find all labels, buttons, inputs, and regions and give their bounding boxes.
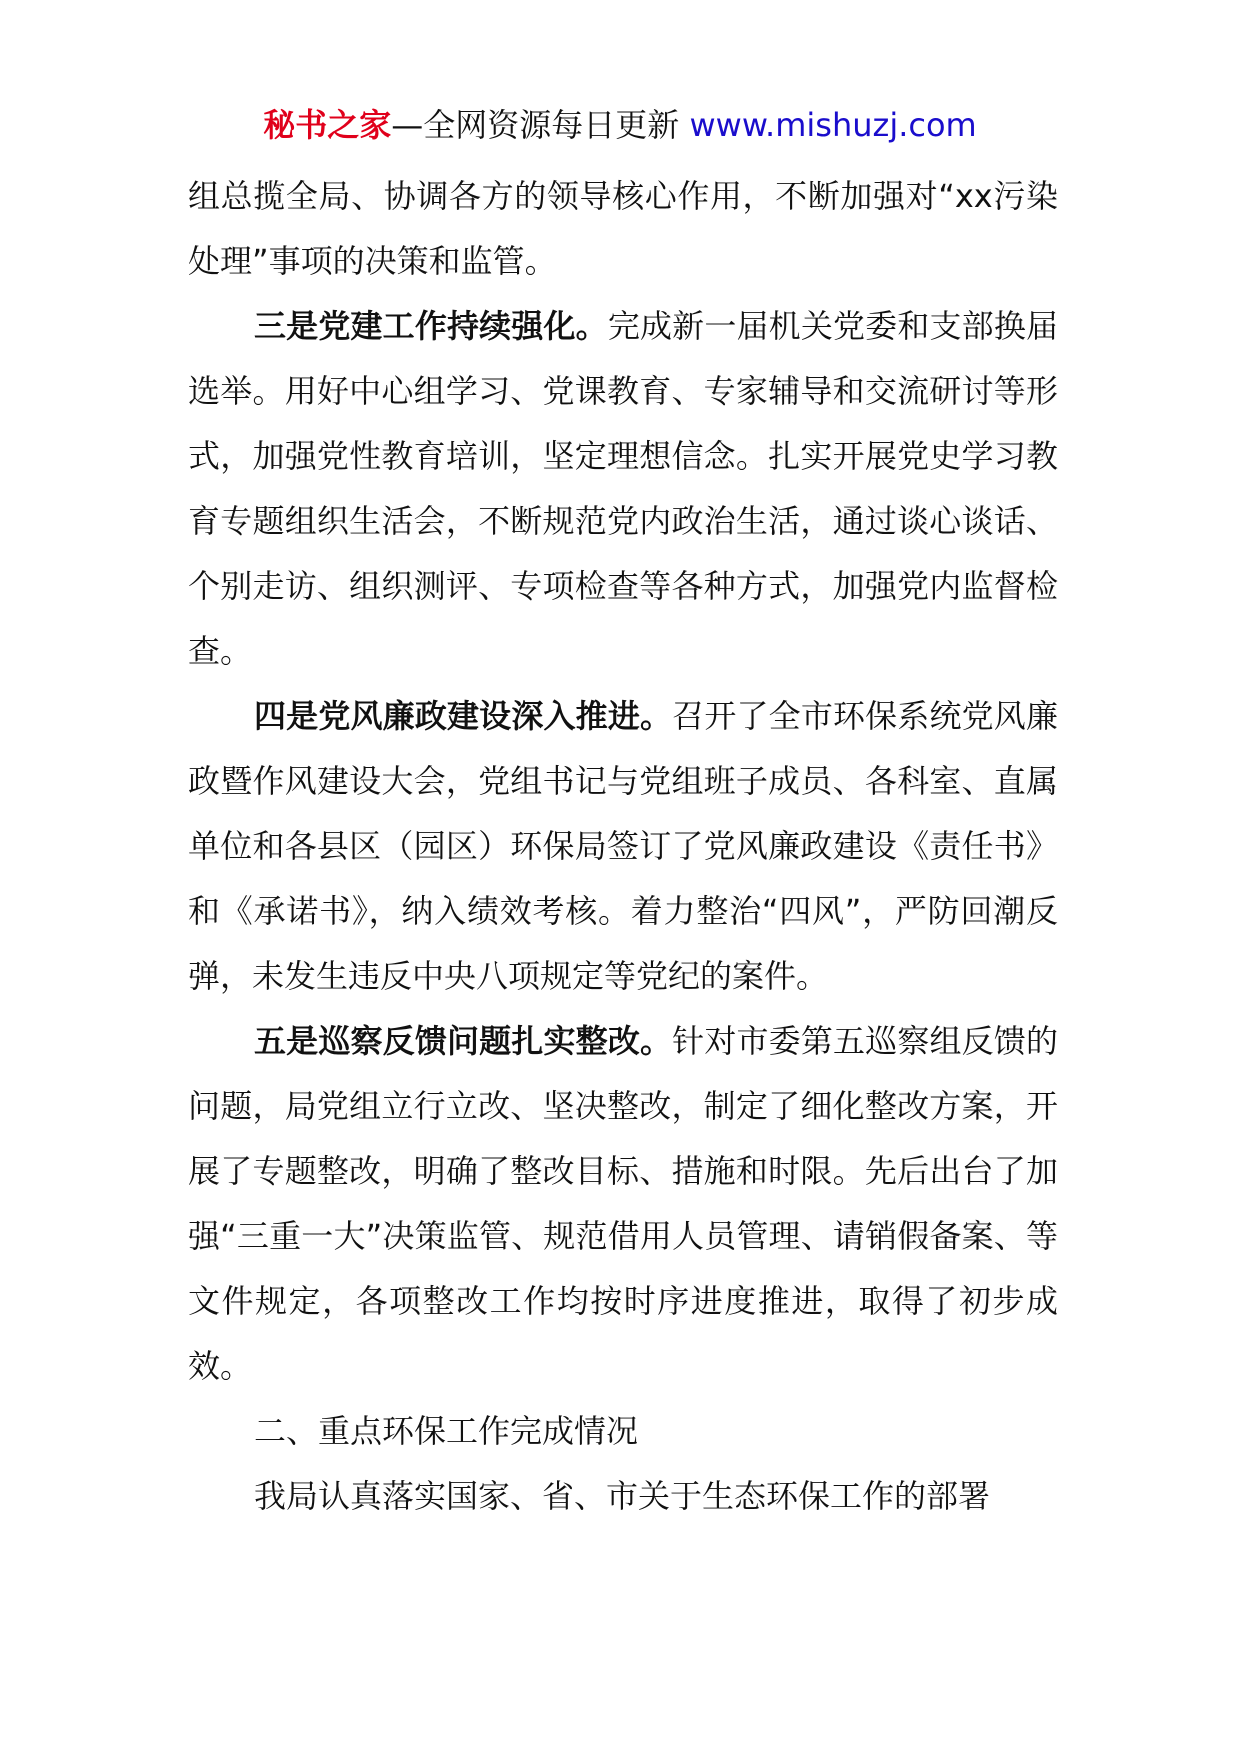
brand-name: 秘书之家 — [263, 106, 392, 144]
paragraph-continuation — [188, 164, 1058, 294]
paragraph-text: 召开了全市环保系统党风廉政暨作风建设大会，党组书记与党组班子成员、各科室、直属单位和各县区（园区）环保局签订了党风廉政建设《责任书》和《承诺书》，纳入绩效考核。着力整治“四风”，严防回潮反弹，未发生违反中央八项规定等党纪的案件。 — [188, 697, 1058, 995]
site-url-link[interactable]: www.mishuzj.com — [689, 106, 977, 144]
paragraph-inspection — [188, 1009, 1058, 1399]
paragraph-text: 组总揽全局、协调各方的领导核心作用，不断加强对“xx污染处理”事项的决策和监管。 — [188, 177, 1058, 280]
section-heading — [188, 1399, 1058, 1464]
paragraph-party-building — [188, 294, 1058, 684]
paragraph-integrity — [188, 684, 1058, 1009]
section-heading-text: 二、重点环保工作完成情况 — [254, 1412, 639, 1450]
paragraph-text: 完成新一届机关党委和支部换届选举。用好中心组学习、党课教育、专家辅导和交流研讨等形式，加强党性教育培训，坚定理想信念。扎实开展党史学习教育专题组织生活会，不断规范党内政治生活，通过谈心谈话、个别走访、组织测评、专项检查等各种方式，加强党内监督检查。 — [188, 307, 1058, 670]
document-body — [188, 164, 1058, 1529]
paragraph-text: 我局认真落实国家、省、市关于生态环保工作的部署 — [254, 1477, 991, 1515]
header-slogan: —全网资源每日更新 — [391, 106, 680, 144]
paragraph-text: 针对市委第五巡察组反馈的问题，局党组立行立改、坚决整改，制定了细化整改方案，开展了专题整改，明确了整改目标、措施和时限。先后出台了加强“三重一大”决策监管、规范借用人员管理、请销假备案、等文件规定，各项整改工作均按时序进度推进，取得了初步成效。 — [188, 1022, 1058, 1385]
paragraph-intro — [188, 1464, 1058, 1529]
paragraph-lead: 五是巡察反馈问题扎实整改。 — [254, 1022, 673, 1060]
paragraph-lead: 四是党风廉政建设深入推进。 — [254, 697, 673, 735]
paragraph-lead: 三是党建工作持续强化。 — [254, 307, 608, 345]
page-header — [0, 100, 1240, 150]
